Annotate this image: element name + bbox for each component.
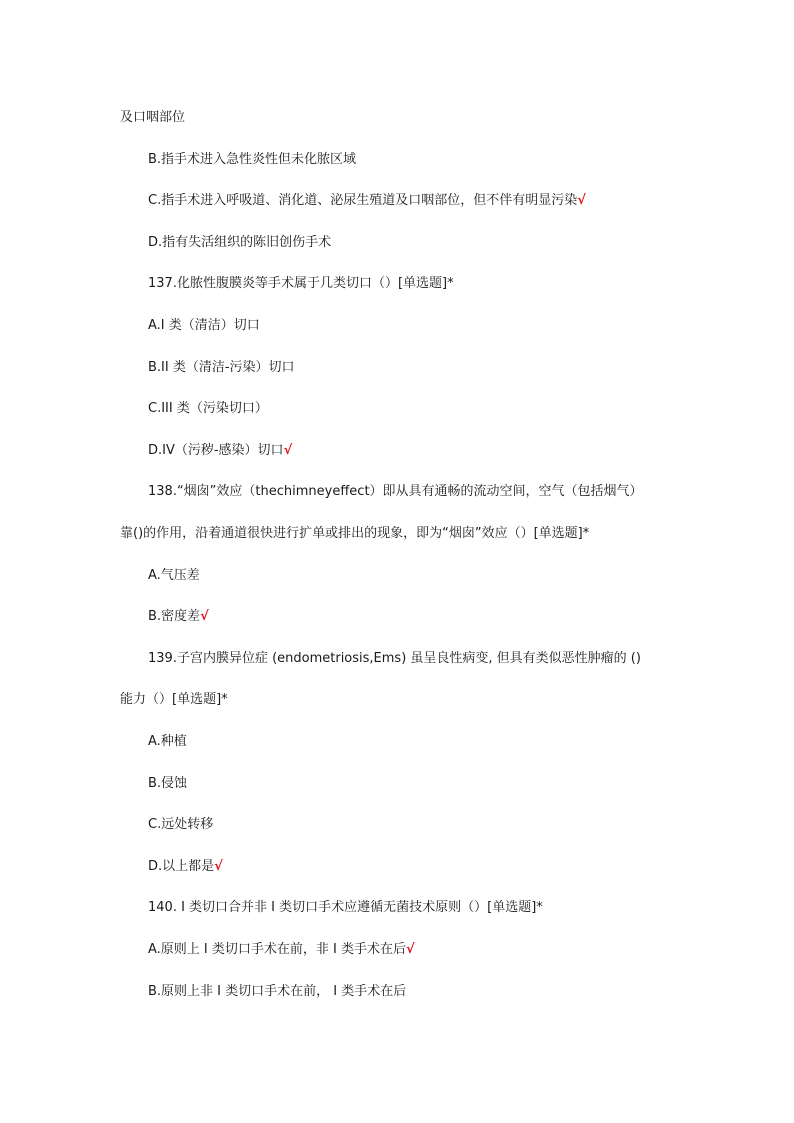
- line-text: 138.“烟囱”效应（thechimneyeffect）即从具有通畅的流动空间，空气（包括烟气）: [148, 484, 643, 499]
- line-text: A.原则上 I 类切口手术在前，非 I 类手术在后: [148, 942, 406, 957]
- option-line: [148, 775, 187, 793]
- question-line-continuation: [120, 525, 589, 543]
- text-line-continuation: [120, 109, 185, 127]
- option-line: [148, 151, 356, 169]
- line-text: B.II 类（清洁-污染）切口: [148, 360, 295, 375]
- option-line: [148, 608, 209, 626]
- line-text: 140. I 类切口合并非 I 类切口手术应遵循无菌技术原则（）[单选题]*: [148, 900, 543, 915]
- option-line: [148, 400, 268, 418]
- line-text: B.密度差: [148, 609, 201, 624]
- option-line: [148, 192, 586, 210]
- line-text: B.侵蚀: [148, 776, 188, 791]
- line-text: A.种植: [148, 734, 187, 749]
- line-text: A.I 类（清洁）切口: [148, 318, 260, 333]
- question-line: [148, 899, 543, 917]
- line-text: D.IV（污秽-感染）切口: [148, 443, 284, 458]
- option-line: [148, 733, 187, 751]
- option-line: [148, 567, 200, 585]
- line-text: B.原则上非 I 类切口手术在前， I 类手术在后: [148, 984, 407, 999]
- question-line: [148, 483, 643, 501]
- option-line: [148, 234, 331, 252]
- line-text: 靠()的作用，沿着通道很快进行扩单或排出的现象，即为“烟囱”效应（）[单选题]*: [120, 526, 590, 541]
- check-mark-icon: √: [200, 609, 209, 624]
- option-line: [148, 816, 213, 834]
- check-mark-icon: √: [283, 443, 293, 458]
- option-line: [148, 317, 260, 335]
- line-text: D.以上都是: [148, 859, 215, 874]
- option-line: [148, 983, 406, 1001]
- line-text: D.指有失活组织的陈旧创伤手术: [148, 235, 332, 250]
- line-text: 能力（）[单选题]*: [120, 692, 228, 707]
- check-mark-icon: √: [406, 942, 415, 957]
- option-line: [148, 941, 415, 959]
- option-line: [148, 442, 292, 460]
- line-text: C.远处转移: [148, 817, 214, 832]
- line-text: C.指手术进入呼吸道、消化道、泌尿生殖道及口咽部位，但不伴有明显污染: [148, 193, 578, 208]
- option-line: [148, 858, 223, 876]
- question-line: [148, 275, 454, 293]
- question-line: [148, 650, 641, 668]
- line-text: B.指手术进入急性炎性但未化脓区域: [148, 152, 357, 167]
- option-line: [148, 359, 295, 377]
- line-text: 139.子宫内膜异位症 (endometriosis,Ems) 虽呈良性病变, 但具有类似恶性肿瘤的 (): [148, 651, 641, 666]
- check-mark-icon: √: [214, 859, 223, 874]
- line-text: 137.化脓性腹膜炎等手术属于几类切口（）[单选题]*: [148, 276, 454, 291]
- check-mark-icon: √: [577, 193, 586, 208]
- question-line-continuation: [120, 691, 228, 709]
- line-text: A.气压差: [148, 568, 200, 583]
- line-text: C.III 类（污染切口）: [148, 401, 268, 416]
- line-text: 及口咽部位: [120, 110, 186, 125]
